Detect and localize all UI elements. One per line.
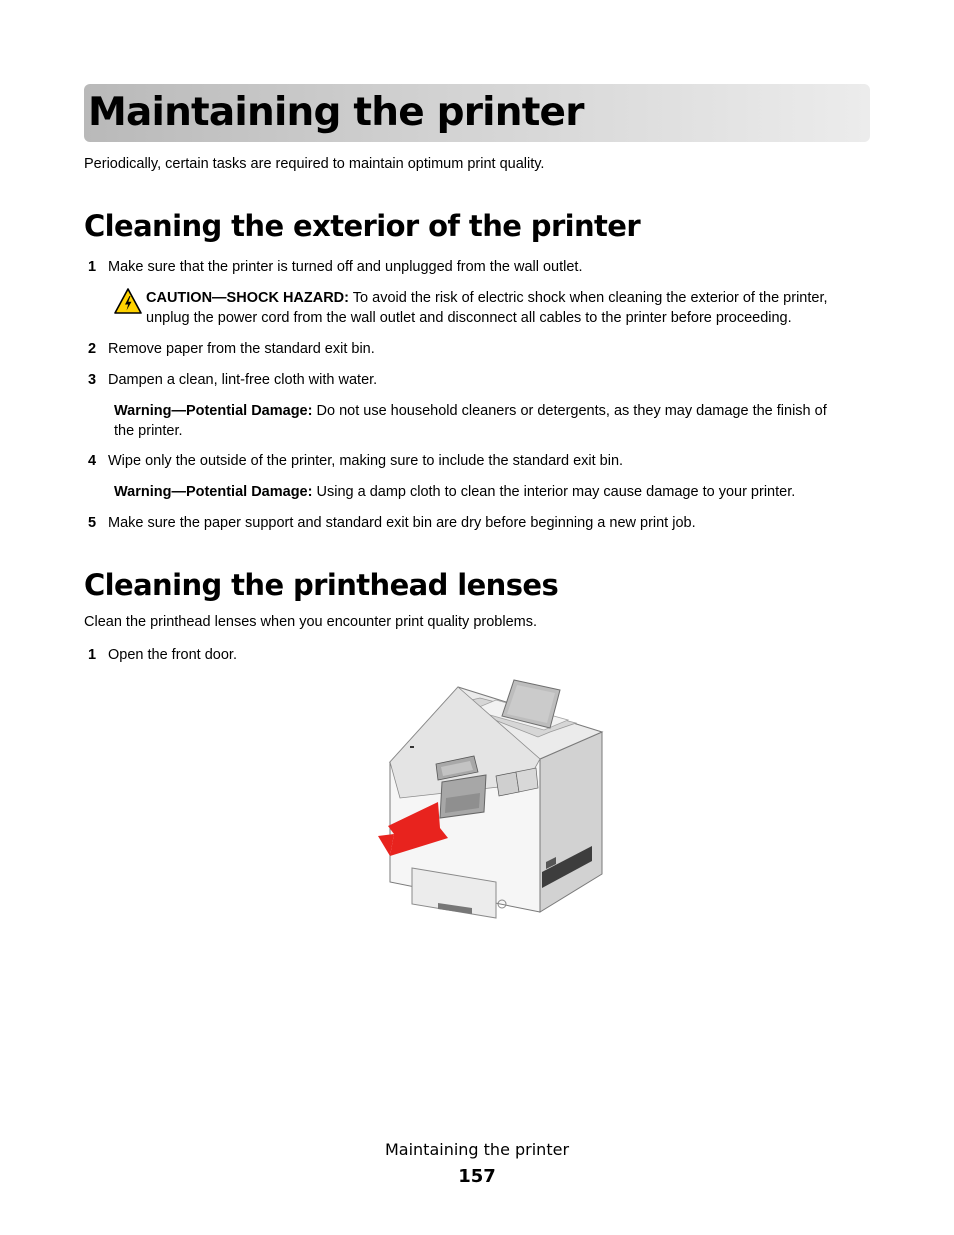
section-intro: Clean the printhead lenses when you encounter print quality problems. xyxy=(84,614,537,630)
chapter-title-band xyxy=(84,84,870,142)
step-number: 2 xyxy=(88,341,97,357)
step-text: Remove paper from the standard exit bin. xyxy=(108,341,375,357)
warning-text-line1: Do not use household cleaners or detergents, as they may damage the finish of xyxy=(316,403,827,419)
caution-label: CAUTION—SHOCK HAZARD: xyxy=(146,290,349,306)
warning-note xyxy=(114,401,827,441)
caution-text-line1: To avoid the risk of electric shock when cleaning the exterior of the printer, xyxy=(352,290,828,306)
step-number: 5 xyxy=(88,515,97,531)
step-text: Make sure that the printer is turned off and unplugged from the wall outlet. xyxy=(108,259,583,275)
caution-shock-hazard-icon xyxy=(113,287,143,315)
caution-text-line2: unplug the power cord from the wall outlet and disconnect all cables to the printer before proceeding. xyxy=(146,310,792,326)
chapter-title: Maintaining the printer xyxy=(88,90,584,135)
warning-text-line2: the printer. xyxy=(114,423,183,439)
step-text: Open the front door. xyxy=(108,647,237,663)
footer-section-label: Maintaining the printer xyxy=(384,1140,570,1159)
chapter-intro: Periodically, certain tasks are required to maintain optimum print quality. xyxy=(84,156,545,172)
printer-front-door-illustration xyxy=(376,676,606,956)
page-number: 157 xyxy=(458,1166,496,1187)
section-heading-exterior: Cleaning the exterior of the printer xyxy=(84,209,641,243)
step-text: Dampen a clean, lint-free cloth with water. xyxy=(108,372,378,388)
warning-text: Using a damp cloth to clean the interior may cause damage to your printer. xyxy=(316,484,796,500)
step-text: Wipe only the outside of the printer, making sure to include the standard exit bin. xyxy=(108,453,624,469)
step-number: 1 xyxy=(88,647,97,663)
step-text: Make sure the paper support and standard exit bin are dry before beginning a new print job. xyxy=(108,515,696,531)
caution-note xyxy=(146,288,828,328)
step-number: 3 xyxy=(88,372,97,388)
warning-note xyxy=(114,482,795,502)
step-number: 1 xyxy=(88,259,97,275)
warning-label: Warning—Potential Damage: xyxy=(114,403,313,419)
section-heading-printhead: Cleaning the printhead lenses xyxy=(84,568,559,602)
warning-label: Warning—Potential Damage: xyxy=(114,484,313,500)
step-number: 4 xyxy=(88,453,97,469)
